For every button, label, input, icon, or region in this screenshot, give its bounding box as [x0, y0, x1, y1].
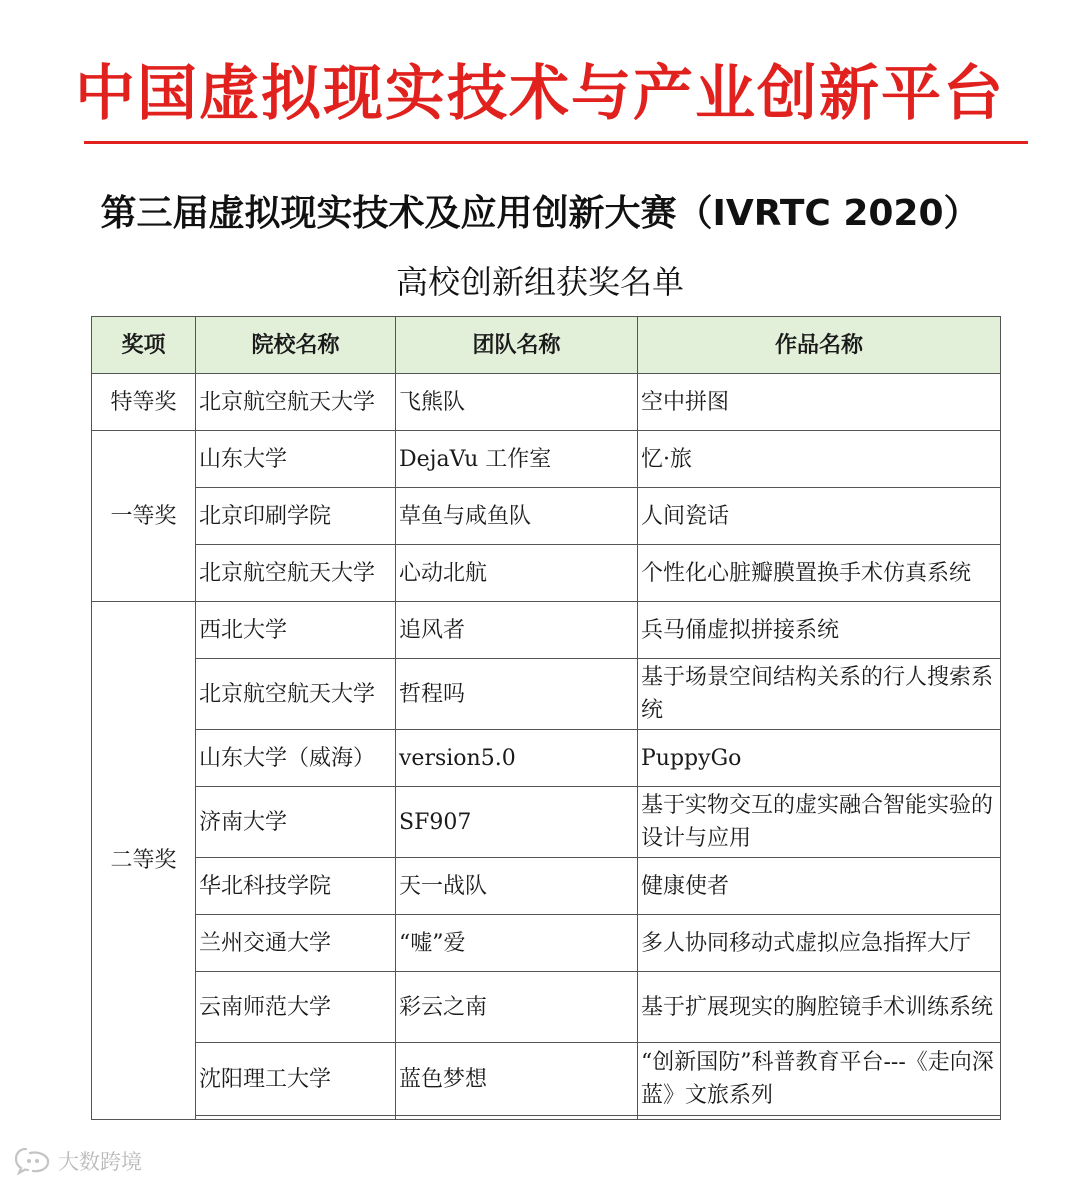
- table-row: [92, 374, 1001, 431]
- team-cell: 心动北航: [396, 545, 638, 602]
- school-cell: 济南大学: [196, 787, 396, 858]
- team-cell: 草鱼与咸鱼队: [396, 488, 638, 545]
- chat-bubble-logo-icon: [14, 1146, 52, 1176]
- table-cell-continuation: [396, 1116, 638, 1120]
- table-row: [92, 972, 1001, 1043]
- watermark-text: 大数跨境: [58, 1150, 142, 1174]
- table-row: [92, 858, 1001, 915]
- school-cell: 北京航空航天大学: [196, 545, 396, 602]
- work-cell: 多人协同移动式虚拟应急指挥大厅: [638, 915, 1001, 972]
- work-cell: 空中拼图: [638, 374, 1001, 431]
- team-cell: “嘘”爱: [396, 915, 638, 972]
- table-cell-continuation: [638, 1116, 1001, 1120]
- school-cell: 山东大学（威海）: [196, 730, 396, 787]
- table-row: [92, 915, 1001, 972]
- work-cell: PuppyGo: [638, 730, 1001, 787]
- table-row: [92, 602, 1001, 659]
- column-header-school: 院校名称: [196, 317, 396, 374]
- table-header-row: [92, 317, 1001, 374]
- table-row: [92, 730, 1001, 787]
- team-cell: 蓝色梦想: [396, 1043, 638, 1116]
- table-cell-continuation: [196, 1116, 396, 1120]
- team-cell: version5.0: [396, 730, 638, 787]
- work-cell: 基于实物交互的虚实融合智能实验的设计与应用: [638, 787, 1001, 858]
- school-cell: 云南师范大学: [196, 972, 396, 1043]
- awards-table: [91, 316, 1001, 1120]
- work-cell: 基于扩展现实的胸腔镜手术训练系统: [638, 972, 1001, 1043]
- column-header-work: 作品名称: [638, 317, 1001, 374]
- work-cell: 忆·旅: [638, 431, 1001, 488]
- work-cell: 基于场景空间结构关系的行人搜索系统: [638, 659, 1001, 730]
- table-row: [92, 1043, 1001, 1116]
- title-divider: [84, 141, 1028, 144]
- work-cell: “创新国防”科普教育平台---《走向深蓝》文旅系列: [638, 1043, 1001, 1116]
- table-row: [92, 488, 1001, 545]
- team-cell: 彩云之南: [396, 972, 638, 1043]
- team-cell: 哲程吗: [396, 659, 638, 730]
- work-cell: 兵马俑虚拟拼接系统: [638, 602, 1001, 659]
- school-cell: 华北科技学院: [196, 858, 396, 915]
- team-cell: SF907: [396, 787, 638, 858]
- team-cell: 天一战队: [396, 858, 638, 915]
- team-cell: 追风者: [396, 602, 638, 659]
- school-cell: 山东大学: [196, 431, 396, 488]
- table-row: [92, 545, 1001, 602]
- school-cell: 北京印刷学院: [196, 488, 396, 545]
- table-row: [92, 659, 1001, 730]
- table-row-continuation: [92, 1116, 1001, 1120]
- column-header-prize: 奖项: [92, 317, 196, 374]
- school-cell: 沈阳理工大学: [196, 1043, 396, 1116]
- school-cell: 北京航空航天大学: [196, 659, 396, 730]
- watermark: [14, 1144, 142, 1178]
- column-header-team: 团队名称: [396, 317, 638, 374]
- prize-cell: 特等奖: [92, 374, 196, 431]
- work-cell: 健康使者: [638, 858, 1001, 915]
- school-cell: 西北大学: [196, 602, 396, 659]
- school-cell: 兰州交通大学: [196, 915, 396, 972]
- org-title: 中国虚拟现实技术与产业创新平台: [75, 59, 1005, 129]
- team-cell: 飞熊队: [396, 374, 638, 431]
- table-row: [92, 787, 1001, 858]
- page-title: 第三届虚拟现实技术及应用创新大赛（IVRTC 2020）: [100, 193, 980, 234]
- page-subtitle: 高校创新组获奖名单: [395, 263, 684, 301]
- work-cell: 个性化心脏瓣膜置换手术仿真系统: [638, 545, 1001, 602]
- prize-cell: 一等奖: [92, 431, 196, 602]
- school-cell: 北京航空航天大学: [196, 374, 396, 431]
- table-row: [92, 431, 1001, 488]
- prize-cell: 二等奖: [92, 602, 196, 1120]
- work-cell: 人间瓷话: [638, 488, 1001, 545]
- team-cell: DejaVu 工作室: [396, 431, 638, 488]
